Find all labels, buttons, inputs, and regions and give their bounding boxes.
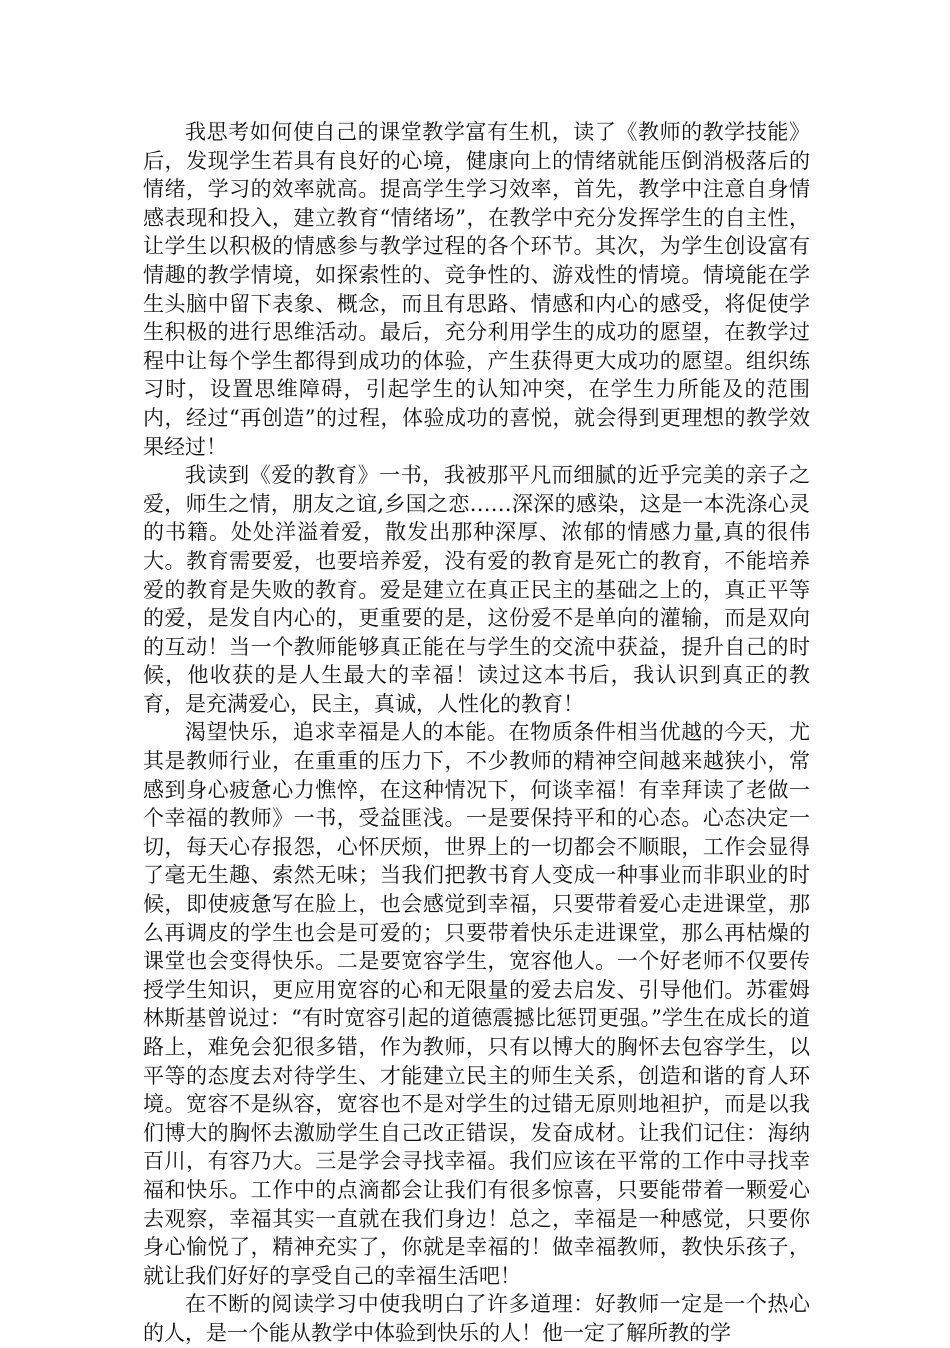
paragraph-1: 我思考如何使自己的课堂教学富有生机，读了《教师的教学技能》后，发现学生若具有良好的心境，健康向上的情绪就能压倒消极落后的情绪，学习的效率就高。提高学生学习效率，首先，教学中注意自身情感表现和投入，建立教育“情绪场”，在教学中充分发挥学生的自主性，让学生以积极的情感参与教学过程的各个环节。其次，为学生创设富有情趣的教学情境，如探索性的、竞争性的、游戏性的情境。情境能在学生头脑中留下表象、概念，而且有思路、情感和内心的感受，将促使学生积极的进行思维活动。最后，充分利用学生的成功的愿望，在教学过程中让每个学生都得到成功的体验，产生获得更大成功的愿望。组织练习时，设置思维障碍，引起学生的认知冲突，在学生力所能及的范围内，经过“再创造”的过程，体验成功的喜悦，就会得到更理想的教学效果经过！	[143, 120, 810, 459]
paragraph-2: 我读到《爱的教育》一书，我被那平凡而细腻的近乎完美的亲子之爱，师生之情，朋友之谊,乡国之恋……深深的感染，这是一本洗涤心灵的书籍。处处洋溢着爱，散发出那种深厚、浓郁的情感力量,真的很伟大。教育需要爱，也要培养爱，没有爱的教育是死亡的教育，不能培养爱的教育是失败的教育。爱是建立在真正民主的基础之上的，真正平等的爱，是发自内心的，更重要的是，这份爱不是单向的灌输，而是双向的互动！当一个教师能够真正能在与学生的交流中获益，提升自己的时候，他收获的是人生最大的幸福！读过这本书后，我认识到真正的教育，是充满爱心，民主，真诚，人性化的教育！	[143, 463, 810, 716]
paragraph-3: 渴望快乐，追求幸福是人的本能。在物质条件相当优越的今天，尤其是教师行业，在重重的压力下，不少教师的精神空间越来越狭小，常感到身心疲惫心力憔悴，在这种情况下，何谈幸福！有幸拜读了老做一个幸福的教师》一书，受益匪浅。一是要保持平和的心态。心态决定一切，每天心存报怨，心怀厌烦，世界上的一切都会不顺眼，工作会显得了毫无生趣、索然无味；当我们把教书育人变成一种事业而非职业的时候，即使疲惫写在脸上，也会感觉到幸福，只要带着爱心走进课堂，那么再调皮的学生也会是可爱的；只要带着快乐走进课堂，那么再枯燥的课堂也会变得快乐。二是要宽容学生，宽容他人。一个好老师不仅要传授学生知识，更应用宽容的心和无限量的爱去启发、引导他们。苏霍姆林斯基曾说过：“有时宽容引起的道德震撼比惩罚更强。”学生在成长的道路上，难免会犯很多错，作为教师，只有以博大的胸怀去包容学生，以平等的态度去对待学生、才能建立民主的师生关系，创造和谐的育人环境。宽容不是纵容，宽容也不是对学生的过错无原则地袒护，而是以我们博大的胸怀去激励学生自己改正错误，发奋成材。让我们记住：海纳百川，有容乃大。三是学会寻找幸福。我们应该在平常的工作中寻找幸福和快乐。工作中的点滴都会让我们有很多惊喜，只要能带着一颗爱心去观察，幸福其实一直就在我们身边！总之，幸福是一种感觉，只要你身心愉悦了，精神充实了，你就是幸福的！做幸福教师，教快乐孩子，就让我们好好的享受自己的幸福生活吧！	[143, 720, 810, 1288]
document-body	[143, 118, 810, 1348]
paragraph-4: 在不断的阅读学习中使我明白了许多道理：好教师一定是一个热心的人，是一个能从教学中体验到快乐的人！他一定了解所教的学	[143, 1292, 810, 1345]
